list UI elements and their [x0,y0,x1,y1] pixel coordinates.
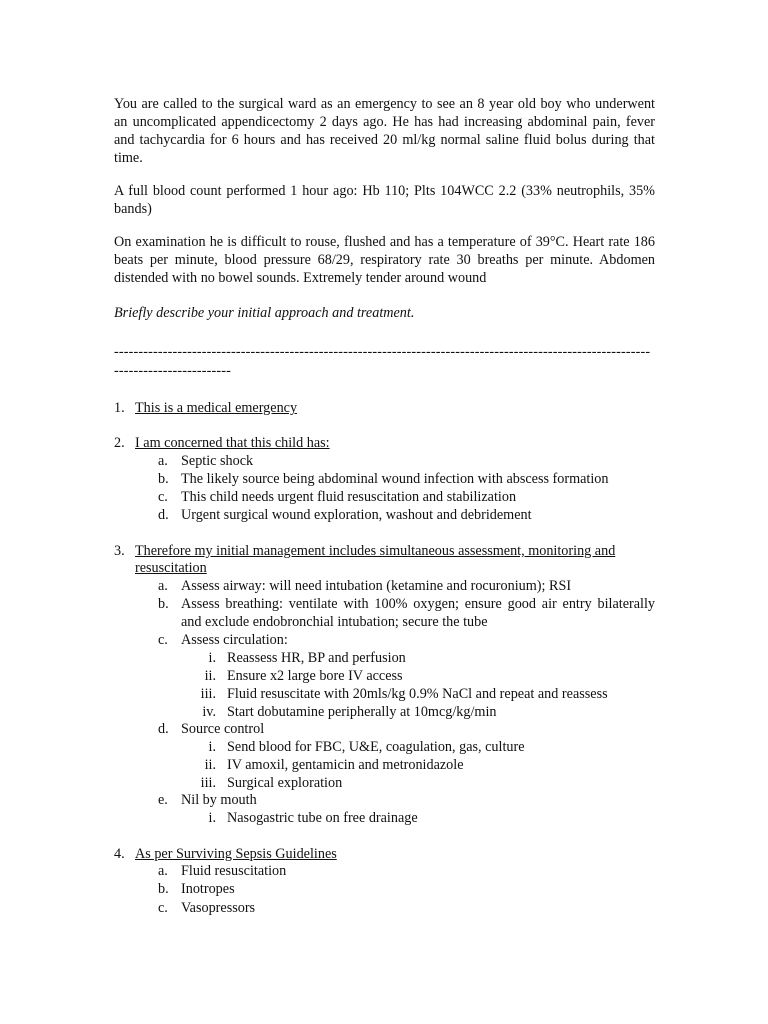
list-item-label: e. [158,792,168,808]
list-item-text: Septic shock [181,453,254,469]
sublist-item-text: Fluid resuscitate with 20mls/kg 0.9% NaCl and repeat and reassess [227,686,608,702]
sublist-item-text: Reassess HR, BP and perfusion [227,650,406,666]
section-2-heading: I am concerned that this child has: [135,435,330,451]
sublist-item-text: IV amoxil, gentamicin and metronidazole [227,757,464,773]
sublist-item-label: ii. [204,757,216,773]
section-4-heading: As per Surviving Sepsis Guidelines [135,846,337,862]
case-presentation-paragraph: You are called to the surgical ward as an emergency to see an 8 year old boy who underwent an uncomplicated appendicectomy 2 days ago. He has had increasing abdominal pain, fever and tachycardia for 6 hours and has received 20 ml/kg normal saline fluid bolus during that time. [114,96,655,166]
list-item-label: c. [158,900,168,916]
list-item-text: Inotropes [181,881,235,897]
sublist-item-label: i. [208,650,216,666]
blood-count-paragraph: A full blood count performed 1 hour ago: Hb 110; Plts 104WCC 2.2 (33% neutrophils, 35% bands) [114,183,655,217]
section-1-number: 1. [114,400,125,416]
list-item-text: This child needs urgent fluid resuscitation and stabilization [181,489,517,505]
sublist-item-text: Nasogastric tube on free drainage [227,810,418,826]
sublist-item-text: Send blood for FBC, U&E, coagulation, gas, culture [227,739,525,755]
question-prompt: Briefly describe your initial approach and treatment. [114,305,415,321]
sublist-item-label: i. [208,810,216,826]
list-item-label: b. [158,596,169,612]
list-item-label: a. [158,863,168,879]
airway-step-text: Assess airway: will need intubation (ketamine and rocuronium); RSI [181,578,572,594]
list-item-label: b. [158,881,169,897]
list-item-text: Urgent surgical wound exploration, washout and debridement [181,507,532,523]
section-4-number: 4. [114,846,125,862]
nil-by-mouth-step-text: Nil by mouth [181,792,257,808]
list-item-text: The likely source being abdominal wound infection with abscess formation [181,471,609,487]
list-item-label: c. [158,489,168,505]
circulation-step-text: Assess circulation: [181,632,288,648]
separator-line: -------------------------------------------------------------------------------------------------------------- [114,344,651,360]
examination-paragraph: On examination he is difficult to rouse, flushed and has a temperature of 39°C. Heart rate 186 beats per minute, blood pressure 68/29, respiratory rate 30 breaths per minute. Abdomen distended with no bowel sounds. Extremely tender around wound [114,234,655,286]
list-item-label: d. [158,721,169,737]
breathing-step-text: Assess breathing: ventilate with 100% oxygen; ensure good air entry bilaterally and exclude endobronchial intubation; secure the tube [181,596,655,630]
section-1-heading: This is a medical emergency [135,400,298,416]
sublist-item-text: Surgical exploration [227,775,343,791]
sublist-item-label: iii. [200,775,216,791]
section-3-number: 3. [114,543,125,559]
sublist-item-label: ii. [204,668,216,684]
source-control-step-text: Source control [181,721,265,737]
list-item-label: b. [158,471,169,487]
list-item-text: Fluid resuscitation [181,863,287,879]
sublist-item-text: Start dobutamine peripherally at 10mcg/kg/min [227,704,497,720]
sublist-item-label: iii. [200,686,216,702]
section-3-heading-continuation: resuscitation [135,560,207,576]
list-item-label: a. [158,453,168,469]
list-item-label: d. [158,507,169,523]
section-3-heading: Therefore my initial management includes simultaneous assessment, monitoring and [135,543,616,559]
list-item-label: a. [158,578,168,594]
section-2-number: 2. [114,435,125,451]
sublist-item-label: iv. [202,704,216,720]
list-item-text: Vasopressors [181,900,256,916]
list-item-label: c. [158,632,168,648]
sublist-item-label: i. [208,739,216,755]
separator-line-continuation: ------------------------ [114,363,231,379]
sublist-item-text: Ensure x2 large bore IV access [227,668,403,684]
